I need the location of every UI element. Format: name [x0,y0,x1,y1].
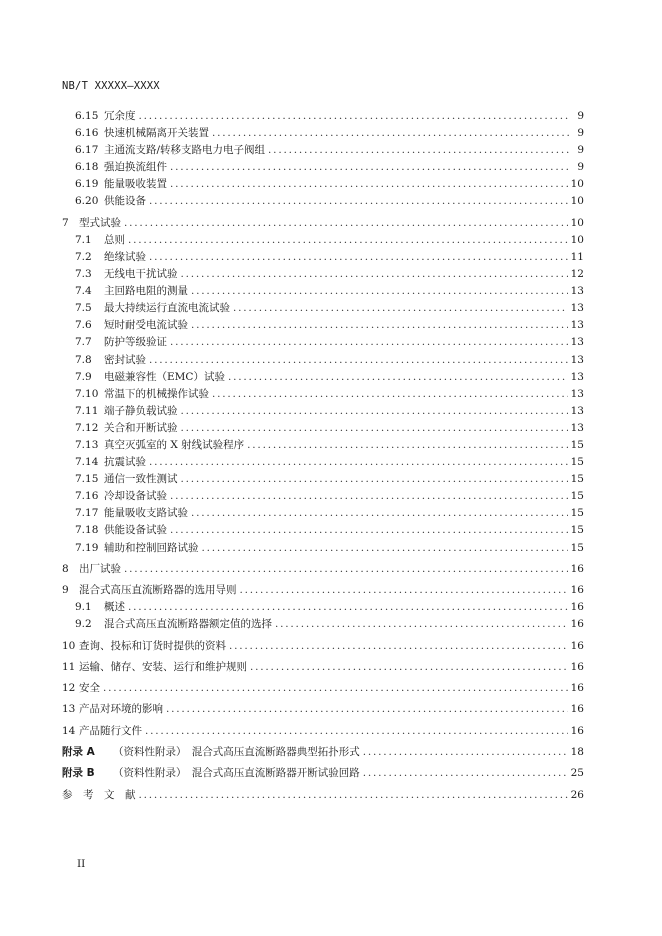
toc-entry-page: 16 [570,660,584,673]
toc-entry-page: 13 [570,353,584,366]
toc-entry[interactable] [62,540,584,557]
toc-leader-dots [250,661,568,673]
toc-entry-number: 6.17 [75,144,99,157]
toc-entry-number: 7.18 [75,524,99,537]
toc-entry-number: 11 [62,660,76,673]
toc-entry-title: 安全 [79,682,100,695]
toc-entry-title: 型式试验 [79,216,121,229]
toc-entry-page: 10 [570,233,584,246]
toc-entry-title: 真空灭弧室的 X 射线试验程序 [104,438,245,451]
toc-entry-title: 绝缘试验 [104,250,146,263]
toc-entry-number: 7.9 [75,370,92,383]
toc-entry-number: 6.19 [75,178,99,191]
toc-entry-title: 冷却设备试验 [104,490,167,503]
toc-entry-title: 能量吸收支路试验 [104,507,188,520]
toc-entry[interactable] [62,249,584,266]
toc-entry[interactable] [62,369,584,386]
toc-entry-number: 13 [62,703,76,716]
toc-entry[interactable] [62,787,584,804]
toc-entry[interactable] [62,659,584,676]
toc-leader-dots [139,110,570,122]
toc-entry[interactable] [62,744,584,761]
toc-entry[interactable] [62,765,584,782]
toc-leader-dots [240,584,568,596]
toc-entry-title: 能量吸收装置 [104,178,167,191]
toc-entry-page: 13 [570,302,584,315]
toc-entry-number: 10 [62,639,76,652]
toc-entry-number: 6.16 [75,127,99,140]
toc-entry-title: 供能设备 [104,195,146,208]
toc-entry[interactable] [62,283,584,300]
toc-entry-title: 参 考 文 献 [62,788,136,801]
toc-leader-dots [191,285,568,297]
toc-entry[interactable] [62,300,584,317]
toc-leader-dots [212,388,568,400]
toc-entry-title: 强迫换流组件 [104,161,167,174]
toc-leader-dots [191,319,568,331]
toc-entry-number: 7.4 [75,285,92,298]
toc-entry-title: 冗余度 [104,110,136,122]
toc-entry[interactable] [62,638,584,655]
toc-entry-page: 16 [570,562,584,575]
toc-entry-title: 出厂试验 [79,562,121,575]
toc-leader-dots [228,371,568,383]
toc-entry-page: 10 [570,216,584,229]
toc-leader-dots [149,195,568,207]
toc-entry-page: 26 [570,788,584,801]
toc-entry[interactable] [62,215,584,232]
toc-entry[interactable] [62,522,584,539]
toc-entry-title: 端子静负载试验 [104,404,178,417]
toc-leader-dots [212,127,569,139]
toc-entry-number: 14 [62,724,76,737]
toc-entry-number: 7.11 [75,404,99,417]
toc-leader-dots [145,725,568,737]
toc-entry-title: 快速机械隔离开关装置 [104,127,209,140]
toc-leader-dots [128,601,568,613]
toc-entry[interactable] [62,403,584,420]
toc-entry-page: 16 [570,639,584,652]
toc-leader-dots [139,789,568,801]
toc-entry-page: 13 [570,421,584,434]
toc-entry-title: 产品随行文件 [79,724,142,737]
toc-entry[interactable] [62,232,584,249]
toc-entry-number: 6.20 [75,195,99,208]
toc-entry-page: 15 [570,524,584,537]
toc-entry-title: 供能设备试验 [104,524,167,537]
toc-entry-title: 主回路电阻的测量 [104,285,188,298]
toc-leader-dots [166,703,568,715]
toc-entry-number: 附录 B [62,767,95,780]
toc-entry[interactable] [62,176,584,193]
toc-leader-dots [170,178,568,190]
toc-entry-number: 7.15 [75,473,99,486]
toc-entry[interactable] [62,125,584,142]
toc-entry-number: 7.1 [75,233,92,246]
toc-entry[interactable] [62,505,584,522]
toc-entry-title: 电磁兼容性（EMC）试验 [104,370,225,383]
toc-entry[interactable] [62,616,584,633]
toc-entry-title: 无线电干扰试验 [104,268,178,281]
toc-entry-page: 13 [570,370,584,383]
toc-leader-dots [181,473,568,485]
toc-entry-number: 7.19 [75,541,99,554]
toc-entry[interactable] [62,582,584,599]
toc-leader-dots [170,490,568,502]
toc-entry-title: 常温下的机械操作试验 [104,387,209,400]
toc-entry[interactable] [62,701,584,718]
toc-entry-page: 9 [577,144,584,157]
toc-entry-page: 16 [570,584,584,597]
toc-entry-page: 16 [570,682,584,695]
toc-entry-title: 概述 [104,601,125,614]
toc-entry-number: 7 [62,216,69,229]
toc-entry-page: 13 [570,319,584,332]
toc-entry-page: 11 [570,250,584,263]
toc-leader-dots [103,682,568,694]
toc-entry-page: 15 [570,473,584,486]
toc-entry-title: 混合式高压直流断路器的选用导则 [79,584,237,597]
toc-entry-number: 6.18 [75,161,99,174]
toc-entry[interactable] [62,437,584,454]
toc-entry-number: 附录 A [62,745,95,758]
toc-entry-number: 6.15 [75,110,99,122]
toc-leader-dots [170,524,568,536]
toc-leader-dots [149,456,568,468]
toc-entry-title: 运输、储存、安装、运行和维护规则 [79,660,247,673]
toc-leader-dots [363,767,568,779]
toc-leader-dots [124,563,568,575]
toc-entry-title: 抗震试验 [104,456,146,469]
toc-entry[interactable] [62,108,584,125]
toc-entry[interactable] [62,454,584,471]
toc-entry-number: 12 [62,682,76,695]
toc-entry[interactable] [62,266,584,283]
toc-leader-dots [181,405,568,417]
toc-entry-title: （资料性附录） 混合式高压直流断路器开断试验回路 [113,767,360,780]
toc-leader-dots [202,542,568,554]
toc-leader-dots [181,422,568,434]
toc-entry-page: 16 [570,601,584,614]
toc-entry-page: 15 [570,541,584,554]
toc-entry-number: 7.6 [75,319,92,332]
toc-leader-dots [191,507,568,519]
toc-leader-dots [229,640,568,652]
toc-entry-page: 15 [570,490,584,503]
toc-entry-title: 通信一致性测试 [104,473,178,486]
toc-entry-page: 16 [570,703,584,716]
toc-entry-title: 主通流支路/转移支路电力电子阀组 [104,144,266,157]
toc-entry[interactable] [62,723,584,740]
toc-entry-page: 13 [570,285,584,298]
toc-entry[interactable] [62,561,584,578]
toc-entry[interactable] [62,420,584,437]
toc-entry[interactable] [62,159,584,176]
toc-entry[interactable] [62,193,584,210]
toc-entry-page: 13 [570,404,584,417]
toc-entry[interactable] [62,142,584,159]
toc-entry-page: 9 [577,127,584,140]
toc-entry-number: 9.2 [75,618,92,631]
toc-entry-number: 7.10 [75,387,99,400]
toc-entry-number: 7.2 [75,250,92,263]
toc-entry-number: 7.3 [75,268,92,281]
toc-entry-page: 10 [570,178,584,191]
toc-entry-page: 15 [570,438,584,451]
toc-entry[interactable] [62,488,584,505]
toc-leader-dots [247,439,567,451]
toc-entry-page: 16 [570,724,584,737]
page-number: II [77,858,86,870]
toc-leader-dots [170,336,568,348]
toc-leader-dots [128,234,568,246]
toc-leader-dots [363,746,568,758]
toc-entry-page: 16 [570,618,584,631]
toc-entry-number: 7.17 [75,507,99,520]
toc-entry-number: 7.13 [75,438,99,451]
toc-leader-dots [149,354,568,366]
toc-entry[interactable] [62,386,584,403]
toc-leader-dots [149,251,568,263]
toc-entry-title: 查询、投标和订货时提供的资料 [79,639,226,652]
toc-entry-title: 产品对环境的影响 [79,703,163,716]
toc-entry-number: 9.1 [75,601,92,614]
toc-entry-number: 7.5 [75,302,92,315]
toc-entry[interactable] [62,334,584,351]
document-code-header: NB/T XXXXX—XXXX [62,80,160,92]
toc-entry-title: 总则 [104,233,125,246]
toc-leader-dots [181,268,568,280]
toc-entry-title: 短时耐受电流试验 [104,319,188,332]
toc-entry[interactable] [62,317,584,334]
toc-entry-page: 13 [570,387,584,400]
toc-entry-title: 密封试验 [104,353,146,366]
toc-entry-title: 防护等级验证 [104,336,167,349]
toc-entry-page: 15 [570,456,584,469]
toc-entry[interactable] [62,599,584,616]
toc-entry-page: 10 [570,195,584,208]
toc-entry[interactable] [62,471,584,488]
toc-entry-page: 15 [570,507,584,520]
toc-entry-page: 25 [570,767,584,780]
toc-leader-dots [233,302,568,314]
toc-entry-title: 关合和开断试验 [104,421,178,434]
toc-leader-dots [124,217,568,229]
toc-entry-number: 7.7 [75,336,92,349]
toc-entry[interactable] [62,352,584,369]
toc-entry-number: 9 [62,584,69,597]
toc-entry-title: 辅助和控制回路试验 [104,541,199,554]
toc-leader-dots [268,144,569,156]
toc-entry-page: 13 [570,336,584,349]
toc-entry-number: 7.16 [75,490,99,503]
toc-entry-page: 9 [577,110,584,122]
toc-entry-title: 最大持续运行直流电流试验 [104,302,230,315]
toc-entry[interactable] [62,680,584,697]
toc-entry-number: 7.14 [75,456,99,469]
toc-entry-page: 9 [577,161,584,174]
toc-entry-page: 18 [570,745,584,758]
toc-entry-title: 混合式高压直流断路器额定值的选择 [104,618,272,631]
toc-entry-title: （资料性附录） 混合式高压直流断路器典型拓扑形式 [113,745,360,758]
table-of-contents [62,108,584,804]
toc-entry-number: 7.12 [75,421,99,434]
toc-entry-number: 7.8 [75,353,92,366]
toc-leader-dots [275,618,568,630]
toc-entry-page: 12 [570,268,584,281]
toc-entry-number: 8 [62,562,69,575]
toc-leader-dots [170,161,569,173]
